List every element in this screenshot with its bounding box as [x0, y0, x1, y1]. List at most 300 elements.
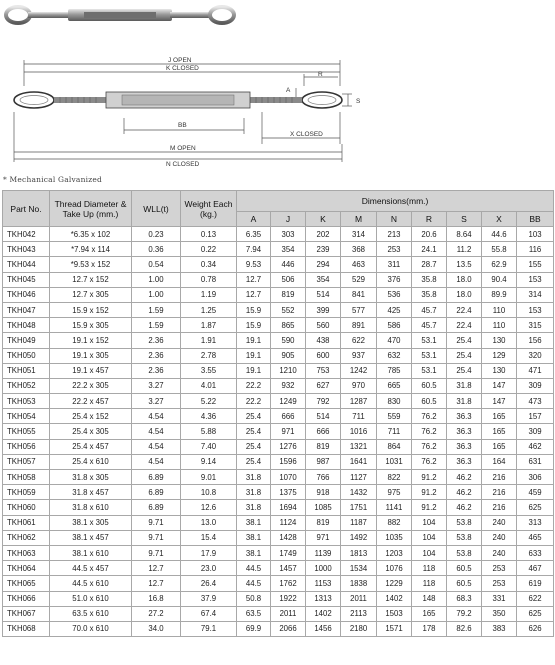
table-cell: 24.1	[412, 242, 447, 257]
table-cell: 819	[306, 515, 341, 530]
table-cell: 711	[341, 409, 377, 424]
table-cell: 1035	[377, 530, 412, 545]
table-cell: 425	[377, 302, 412, 317]
table-cell: 17.9	[181, 545, 237, 560]
table-cell: 12.6	[181, 500, 237, 515]
table-cell: 31.8	[447, 378, 482, 393]
table-cell: 76.2	[412, 439, 447, 454]
table-row	[3, 318, 554, 333]
table-cell: 153	[517, 272, 554, 287]
table-cell: 60.5	[412, 394, 447, 409]
table-cell: 711	[377, 424, 412, 439]
part-number-cell: TKH068	[3, 621, 50, 636]
table-cell: 6.35	[237, 227, 271, 242]
table-cell: 25.4	[447, 333, 482, 348]
table-cell: 213	[377, 227, 412, 242]
spec-table-body	[3, 227, 554, 637]
table-row	[3, 606, 554, 621]
table-cell: 514	[306, 287, 341, 302]
table-cell: 20.6	[412, 227, 447, 242]
table-cell: 36.3	[447, 409, 482, 424]
table-cell: 1153	[306, 576, 341, 591]
table-row	[3, 394, 554, 409]
table-cell: 6.89	[132, 470, 181, 485]
table-cell: 253	[482, 576, 517, 591]
table-cell: 0.23	[132, 227, 181, 242]
table-row	[3, 272, 554, 287]
table-cell: 1187	[341, 515, 377, 530]
table-cell: 45.7	[412, 302, 447, 317]
table-row	[3, 515, 554, 530]
table-row	[3, 348, 554, 363]
table-cell: 37.9	[181, 591, 237, 606]
table-cell: 1534	[341, 561, 377, 576]
table-cell: 31.8 x 457	[50, 485, 132, 500]
table-cell: 60.5	[447, 561, 482, 576]
table-row	[3, 621, 554, 636]
table-cell: 36.3	[447, 424, 482, 439]
table-cell: 53.8	[447, 530, 482, 545]
part-number-cell: TKH055	[3, 424, 50, 439]
table-cell: 103	[517, 227, 554, 242]
table-cell: 4.36	[181, 409, 237, 424]
table-cell: 970	[341, 378, 377, 393]
table-cell: 46.2	[447, 500, 482, 515]
table-cell: 1813	[341, 545, 377, 560]
table-cell: 22.2 x 305	[50, 378, 132, 393]
table-cell: 153	[517, 302, 554, 317]
table-cell: 38.1	[237, 545, 271, 560]
table-cell: 240	[482, 515, 517, 530]
part-number-cell: TKH052	[3, 378, 50, 393]
table-cell: 785	[377, 363, 412, 378]
part-number-cell: TKH043	[3, 242, 50, 257]
table-cell: 22.2	[237, 394, 271, 409]
header-thread: Thread Diameter & Take Up (mm.)	[50, 191, 132, 227]
table-cell: 311	[377, 257, 412, 272]
table-cell: 905	[271, 348, 306, 363]
table-cell: 60.5	[447, 576, 482, 591]
spec-table	[2, 190, 554, 637]
table-cell: 470	[377, 333, 412, 348]
table-cell: 619	[517, 576, 554, 591]
table-cell: 309	[517, 378, 554, 393]
table-cell: 178	[412, 621, 447, 636]
table-cell: 932	[271, 378, 306, 393]
turnbuckle-dimension-drawing	[0, 52, 555, 170]
table-cell: 2.36	[132, 348, 181, 363]
table-cell: 3.55	[181, 363, 237, 378]
header-dim-a: A	[237, 212, 271, 227]
table-cell: 46.2	[447, 485, 482, 500]
table-cell: 68.3	[447, 591, 482, 606]
table-cell: 50.8	[237, 591, 271, 606]
table-cell: 314	[341, 227, 377, 242]
table-cell: 320	[517, 348, 554, 363]
table-cell: 467	[517, 561, 554, 576]
table-cell: 303	[271, 227, 306, 242]
table-cell: 27.2	[132, 606, 181, 621]
table-cell: 314	[517, 287, 554, 302]
table-row	[3, 591, 554, 606]
table-cell: 2011	[341, 591, 377, 606]
table-cell: 165	[412, 606, 447, 621]
table-cell: 313	[517, 515, 554, 530]
table-cell: 473	[517, 394, 554, 409]
table-cell: 38.1 x 457	[50, 530, 132, 545]
table-cell: 1.59	[132, 318, 181, 333]
table-cell: 471	[517, 363, 554, 378]
table-cell: 110	[482, 302, 517, 317]
table-cell: 25.4 x 457	[50, 439, 132, 454]
part-number-cell: TKH066	[3, 591, 50, 606]
table-row	[3, 470, 554, 485]
table-cell: 971	[306, 530, 341, 545]
header-dim-s: S	[447, 212, 482, 227]
table-cell: 1751	[341, 500, 377, 515]
table-cell: 622	[517, 591, 554, 606]
table-cell: 91.2	[412, 485, 447, 500]
table-cell: 438	[306, 333, 341, 348]
table-row	[3, 227, 554, 242]
table-cell: 1762	[271, 576, 306, 591]
part-number-cell: TKH048	[3, 318, 50, 333]
table-cell: 25.4	[237, 424, 271, 439]
table-cell: 1.59	[132, 302, 181, 317]
table-cell: 0.13	[181, 227, 237, 242]
table-cell: 19.1	[237, 333, 271, 348]
table-cell: 38.1	[237, 530, 271, 545]
table-cell: 63.5 x 610	[50, 606, 132, 621]
label-n-closed: N CLOSED	[166, 161, 200, 168]
table-cell: 294	[306, 257, 341, 272]
table-cell: 1321	[341, 439, 377, 454]
table-cell: 891	[341, 318, 377, 333]
table-row	[3, 378, 554, 393]
table-cell: 1210	[271, 363, 306, 378]
table-cell: 35.8	[412, 272, 447, 287]
header-dim-m: M	[341, 212, 377, 227]
table-cell: 2011	[271, 606, 306, 621]
table-cell: 12.7 x 305	[50, 287, 132, 302]
part-number-cell: TKH051	[3, 363, 50, 378]
part-number-cell: TKH044	[3, 257, 50, 272]
table-cell: 31.8 x 305	[50, 470, 132, 485]
header-part-no: Part No.	[3, 191, 50, 227]
part-number-cell: TKH059	[3, 485, 50, 500]
part-number-cell: TKH049	[3, 333, 50, 348]
table-cell: 792	[306, 394, 341, 409]
label-x-closed: X CLOSED	[290, 131, 323, 138]
table-cell: 89.9	[482, 287, 517, 302]
table-cell: 116	[517, 242, 554, 257]
table-cell: 1503	[377, 606, 412, 621]
table-cell: 25.4	[237, 439, 271, 454]
table-cell: 19.1	[237, 348, 271, 363]
table-cell: 25.4 x 152	[50, 409, 132, 424]
table-cell: 25.4 x 305	[50, 424, 132, 439]
label-j-open: J OPEN	[168, 57, 192, 64]
table-cell: 216	[482, 470, 517, 485]
table-cell: 1031	[377, 454, 412, 469]
table-cell: 38.1 x 610	[50, 545, 132, 560]
table-cell: 1313	[306, 591, 341, 606]
table-cell: 631	[517, 454, 554, 469]
table-cell: 1571	[377, 621, 412, 636]
header-dim-j: J	[271, 212, 306, 227]
table-cell: 822	[377, 470, 412, 485]
table-cell: 130	[482, 363, 517, 378]
table-cell: 12.7 x 152	[50, 272, 132, 287]
table-row	[3, 530, 554, 545]
table-cell: 3.27	[132, 394, 181, 409]
table-row	[3, 242, 554, 257]
table-cell: 4.01	[181, 378, 237, 393]
table-cell: 22.2	[237, 378, 271, 393]
table-cell: 16.8	[132, 591, 181, 606]
table-cell: 1203	[377, 545, 412, 560]
table-row	[3, 333, 554, 348]
table-cell: 462	[517, 439, 554, 454]
table-cell: 76.2	[412, 454, 447, 469]
table-cell: 2066	[271, 621, 306, 636]
table-cell: 666	[271, 409, 306, 424]
table-cell: 0.78	[181, 272, 237, 287]
table-cell: 506	[271, 272, 306, 287]
table-cell: 79.2	[447, 606, 482, 621]
label-bb: BB	[178, 122, 187, 129]
table-cell: 446	[271, 257, 306, 272]
table-row	[3, 257, 554, 272]
table-cell: 1432	[341, 485, 377, 500]
table-cell: 53.1	[412, 348, 447, 363]
table-cell: 1127	[341, 470, 377, 485]
table-cell: 19.1 x 152	[50, 333, 132, 348]
header-dim-n: N	[377, 212, 412, 227]
table-cell: 1287	[341, 394, 377, 409]
table-cell: 559	[377, 409, 412, 424]
table-cell: 13.5	[447, 257, 482, 272]
table-cell: 819	[306, 439, 341, 454]
table-cell: 1076	[377, 561, 412, 576]
table-cell: 240	[482, 545, 517, 560]
part-number-cell: TKH067	[3, 606, 50, 621]
table-cell: 202	[306, 227, 341, 242]
table-cell: 91.2	[412, 470, 447, 485]
table-cell: 1249	[271, 394, 306, 409]
table-row	[3, 561, 554, 576]
table-cell: 147	[482, 378, 517, 393]
table-cell: 22.4	[447, 318, 482, 333]
table-cell: 2.36	[132, 333, 181, 348]
part-number-cell: TKH054	[3, 409, 50, 424]
table-cell: 63.5	[237, 606, 271, 621]
table-cell: 625	[517, 500, 554, 515]
table-cell: 70.0 x 610	[50, 621, 132, 636]
table-cell: 46.2	[447, 470, 482, 485]
table-cell: 1641	[341, 454, 377, 469]
table-row	[3, 409, 554, 424]
table-cell: 399	[306, 302, 341, 317]
table-cell: 666	[306, 424, 341, 439]
table-cell: 18.0	[447, 272, 482, 287]
table-cell: 7.94	[237, 242, 271, 257]
table-cell: 2113	[341, 606, 377, 621]
table-cell: *6.35 x 102	[50, 227, 132, 242]
table-cell: 155	[517, 257, 554, 272]
table-cell: 1402	[306, 606, 341, 621]
table-cell: 9.71	[132, 530, 181, 545]
table-cell: 60.5	[412, 378, 447, 393]
table-cell: 9.71	[132, 545, 181, 560]
table-cell: 529	[341, 272, 377, 287]
table-cell: 633	[517, 545, 554, 560]
table-cell: 38.1	[237, 515, 271, 530]
table-cell: 864	[377, 439, 412, 454]
table-cell: 600	[306, 348, 341, 363]
table-cell: 622	[341, 333, 377, 348]
part-number-cell: TKH064	[3, 561, 50, 576]
table-cell: 12.7	[132, 561, 181, 576]
part-number-cell: TKH046	[3, 287, 50, 302]
table-cell: 626	[517, 621, 554, 636]
table-cell: 4.54	[132, 424, 181, 439]
table-cell: 552	[271, 302, 306, 317]
table-cell: 514	[306, 409, 341, 424]
table-cell: 51.0 x 610	[50, 591, 132, 606]
table-cell: 1456	[306, 621, 341, 636]
table-cell: 0.34	[181, 257, 237, 272]
table-cell: 148	[412, 591, 447, 606]
table-cell: 104	[412, 515, 447, 530]
table-cell: 53.8	[447, 515, 482, 530]
table-cell: 1492	[341, 530, 377, 545]
table-cell: 586	[377, 318, 412, 333]
table-cell: 1229	[377, 576, 412, 591]
table-cell: 1.25	[181, 302, 237, 317]
table-cell: 55.8	[482, 242, 517, 257]
table-cell: 164	[482, 454, 517, 469]
table-cell: 463	[341, 257, 377, 272]
table-cell: 376	[377, 272, 412, 287]
table-cell: 44.6	[482, 227, 517, 242]
table-cell: 1922	[271, 591, 306, 606]
table-cell: 1694	[271, 500, 306, 515]
table-cell: 157	[517, 409, 554, 424]
table-cell: 76.2	[412, 424, 447, 439]
table-cell: 25.4	[237, 454, 271, 469]
table-cell: 1.87	[181, 318, 237, 333]
part-number-cell: TKH058	[3, 470, 50, 485]
table-cell: 3.27	[132, 378, 181, 393]
table-cell: 315	[517, 318, 554, 333]
table-cell: 987	[306, 454, 341, 469]
table-cell: 1838	[341, 576, 377, 591]
part-number-cell: TKH042	[3, 227, 50, 242]
header-weight: Weight Each (kg.)	[181, 191, 237, 227]
table-cell: 1402	[377, 591, 412, 606]
table-cell: 25.4	[447, 348, 482, 363]
table-cell: 12.7	[237, 272, 271, 287]
table-cell: 1242	[341, 363, 377, 378]
table-cell: 15.9 x 305	[50, 318, 132, 333]
table-cell: 1428	[271, 530, 306, 545]
part-number-cell: TKH057	[3, 454, 50, 469]
table-row	[3, 363, 554, 378]
table-cell: 309	[517, 424, 554, 439]
part-number-cell: TKH056	[3, 439, 50, 454]
table-cell: 53.8	[447, 545, 482, 560]
table-cell: 536	[377, 287, 412, 302]
table-cell: 975	[377, 485, 412, 500]
table-cell: 15.9	[237, 318, 271, 333]
table-cell: 240	[482, 530, 517, 545]
table-cell: 632	[377, 348, 412, 363]
table-cell: 25.4	[237, 409, 271, 424]
table-cell: 0.36	[132, 242, 181, 257]
table-cell: 1375	[271, 485, 306, 500]
table-cell: 31.8	[237, 470, 271, 485]
table-cell: 819	[271, 287, 306, 302]
part-number-cell: TKH045	[3, 272, 50, 287]
table-cell: 5.88	[181, 424, 237, 439]
table-cell: 865	[271, 318, 306, 333]
table-row	[3, 439, 554, 454]
table-cell: 5.22	[181, 394, 237, 409]
part-number-cell: TKH061	[3, 515, 50, 530]
table-cell: 44.5 x 610	[50, 576, 132, 591]
table-cell: 590	[271, 333, 306, 348]
table-cell: 110	[482, 318, 517, 333]
table-cell: 918	[306, 485, 341, 500]
table-cell: 253	[377, 242, 412, 257]
table-cell: 45.7	[412, 318, 447, 333]
table-cell: 577	[341, 302, 377, 317]
table-cell: 6.89	[132, 485, 181, 500]
table-cell: 6.89	[132, 500, 181, 515]
table-cell: 129	[482, 348, 517, 363]
table-cell: 354	[271, 242, 306, 257]
table-cell: 91.2	[412, 500, 447, 515]
table-cell: 22.2 x 457	[50, 394, 132, 409]
table-cell: 882	[377, 515, 412, 530]
table-cell: 306	[517, 470, 554, 485]
table-cell: 368	[341, 242, 377, 257]
table-cell: 53.1	[412, 363, 447, 378]
table-cell: 9.01	[181, 470, 237, 485]
table-cell: 35.8	[412, 287, 447, 302]
table-cell: 665	[377, 378, 412, 393]
table-cell: 62.9	[482, 257, 517, 272]
table-row	[3, 287, 554, 302]
table-cell: 23.0	[181, 561, 237, 576]
table-cell: 31.8	[237, 500, 271, 515]
table-cell: 25.4	[447, 363, 482, 378]
table-cell: 165	[482, 409, 517, 424]
table-cell: 0.54	[132, 257, 181, 272]
table-cell: 165	[482, 439, 517, 454]
table-cell: 9.53	[237, 257, 271, 272]
part-number-cell: TKH065	[3, 576, 50, 591]
table-cell: 15.9 x 152	[50, 302, 132, 317]
table-cell: 625	[517, 606, 554, 621]
table-cell: 1124	[271, 515, 306, 530]
header-dim-bb: BB	[517, 212, 554, 227]
table-cell: 156	[517, 333, 554, 348]
table-cell: 130	[482, 333, 517, 348]
table-row	[3, 454, 554, 469]
table-cell: 350	[482, 606, 517, 621]
